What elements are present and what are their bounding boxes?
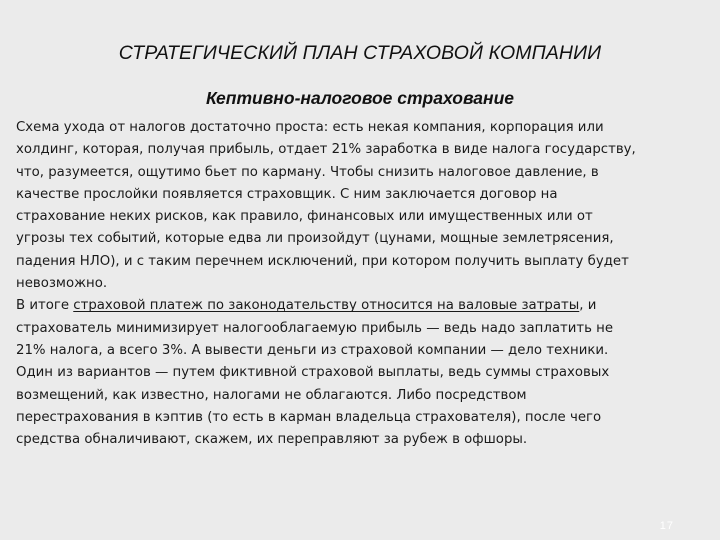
underlined-link[interactable]: страховой платеж по законодательству относится на валовые затраты	[73, 298, 580, 314]
text-line: падения НЛО), и с таким перечнем исключений, при котором получить выплату будет	[16, 253, 629, 269]
text-line: средства обналичивают, скажем, их переправляют за рубеж в офшоры.	[16, 432, 528, 448]
text-line: невозможно.	[16, 276, 108, 292]
body-text	[16, 117, 706, 451]
text-line-with-link	[16, 295, 706, 317]
text-line: Один из вариантов — путем фиктивной страховой выплаты, ведь суммы страховых	[16, 365, 610, 381]
text-line: качестве прослойки появляется страховщик. С ним заключается договор на	[16, 186, 558, 202]
slide-subtitle: Кептивно-налоговое страхование	[205, 88, 515, 108]
text-line: Схема ухода от налогов достаточно проста: есть некая компания, корпорация или	[16, 120, 604, 135]
text-fragment: В итоге	[16, 298, 74, 314]
text-fragment: , и	[579, 298, 597, 314]
text-line: угрозы тех событий, которые едва ли произойдут (цунами, мощные землетрясения,	[16, 231, 614, 247]
text-line: что, разумеется, ощутимо бьет по карману. Чтобы снизить налоговое давление, в	[16, 164, 599, 180]
page-number: 17	[659, 520, 674, 532]
text-line: страхователь минимизирует налогооблагаемую прибыль — ведь надо заплатить не	[16, 320, 614, 336]
text-line: холдинг, которая, получая прибыль, отдает 21% заработка в виде налога государству,	[16, 142, 636, 158]
text-line: возмещений, как известно, налогами не облагаются. Либо посредством	[16, 387, 527, 403]
text-line: страхование неких рисков, как правило, финансовых или имущественных или от	[16, 209, 593, 225]
text-line: 21% налога, а всего 3%. А вывести деньги из страховой компании — дело техники.	[16, 342, 609, 358]
slide-title: СТРАТЕГИЧЕСКИЙ ПЛАН СТРАХОВОЙ КОМПАНИИ	[118, 42, 602, 64]
text-line: перестрахования в кэптив (то есть в карман владельца страхователя), после чего	[16, 409, 602, 425]
